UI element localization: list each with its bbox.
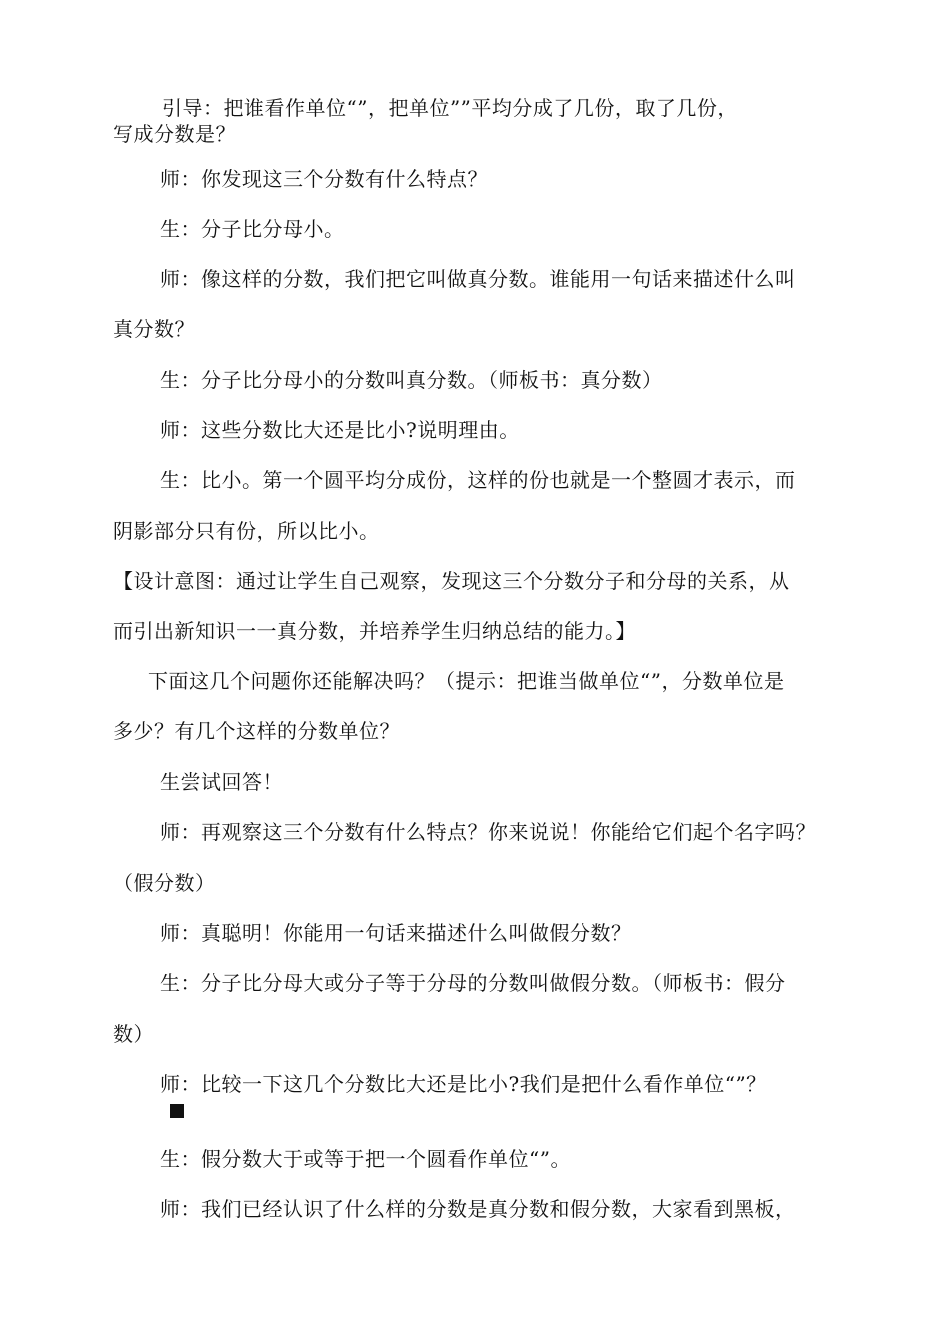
text-line: 生：分子比分母小。 [160, 217, 345, 241]
text-line: 数） [113, 1022, 154, 1046]
design-intent-note: 【设计意图：通过让学生自己观察，发现这三个分数分子和分母的关系，从 [113, 569, 790, 593]
text-line: 真分数？ [113, 317, 195, 341]
text-line: 师：你发现这三个分数有什么特点？ [160, 167, 488, 191]
text-line: （假分数） [113, 871, 216, 895]
text-line: 生尝试回答！ [160, 770, 283, 794]
text-line: 多少？有几个这样的分数单位？ [113, 719, 400, 743]
text-line: 写成分数是？ [113, 122, 236, 146]
text-line: 师：我们已经认识了什么样的分数是真分数和假分数，大家看到黑板， [160, 1197, 796, 1221]
text-line: 师：比较一下这几个分数比大还是比小?我们是把什么看作单位“”？ [160, 1072, 767, 1096]
text-line: 生：比小。第一个圆平均分成份，这样的份也就是一个整圆才表示，而 [160, 468, 796, 492]
text-line: 师：真聪明！你能用一句话来描述什么叫做假分数？ [160, 921, 632, 945]
text-line: 师：这些分数比大还是比小?说明理由。 [160, 418, 520, 442]
text-line: 生：假分数大于或等于把一个圆看作单位“”。 [160, 1147, 571, 1171]
text-line: 师：再观察这三个分数有什么特点？你来说说！你能给它们起个名字吗？ [160, 820, 816, 844]
text-line: 阴影部分只有份，所以比小。 [113, 519, 380, 543]
text-line: 生：分子比分母大或分子等于分母的分数叫做假分数。（师板书：假分 [160, 971, 786, 995]
text-line: 引导：把谁看作单位“”，把单位””平均分成了几份，取了几份， [162, 96, 738, 120]
text-line: 生：分子比分母小的分数叫真分数。（师板书：真分数） [160, 368, 663, 392]
text-line: 师：像这样的分数，我们把它叫做真分数。谁能用一句话来描述什么叫 [160, 267, 796, 291]
design-intent-note: 而引出新知识一一真分数，并培养学生归纳总结的能力。】 [113, 619, 636, 643]
square-bullet-icon [170, 1104, 184, 1118]
text-line: 下面这几个问题你还能解决吗？（提示：把谁当做单位“”，分数单位是 [148, 669, 785, 693]
